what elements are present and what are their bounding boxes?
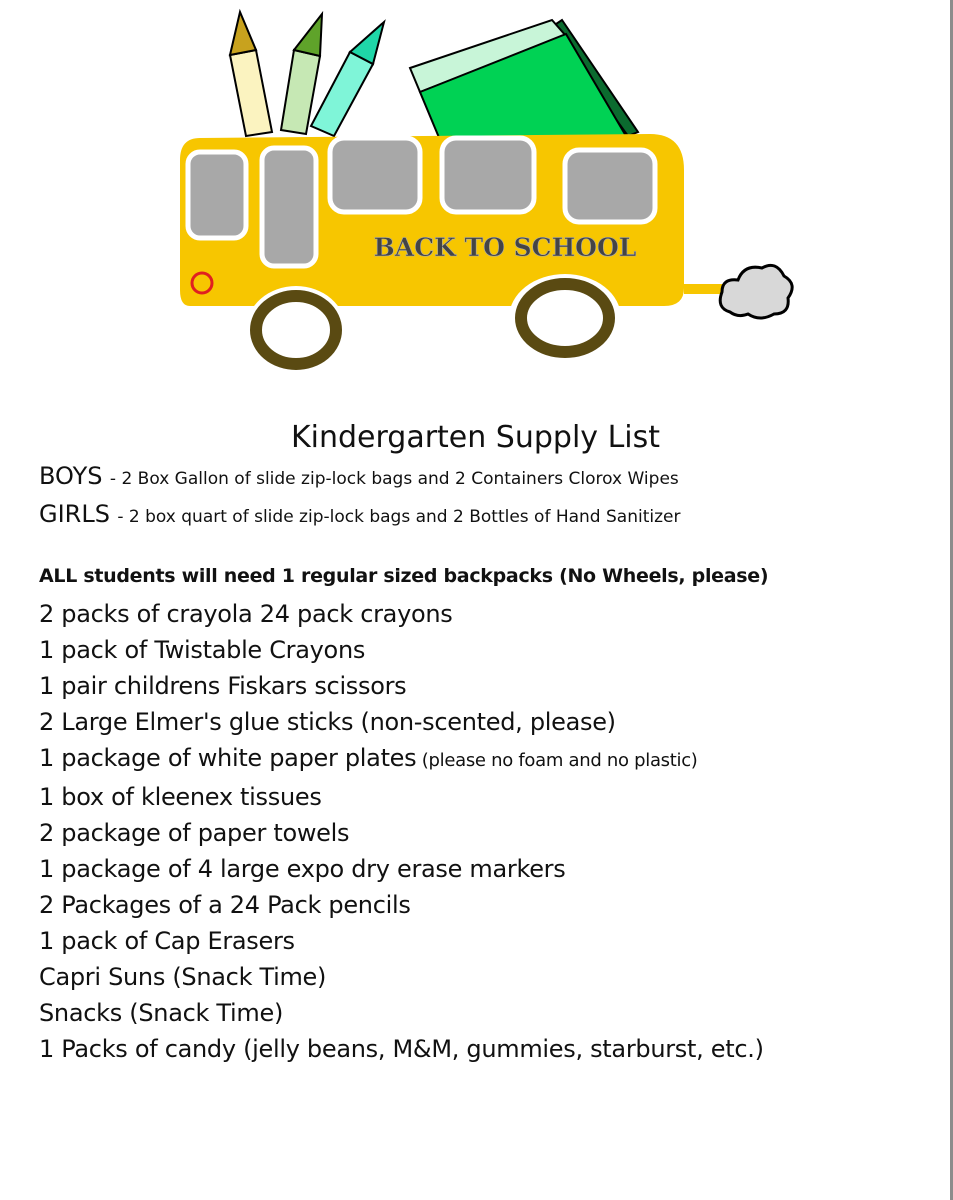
green-book-icon <box>410 20 638 140</box>
list-item: 1 pack of Twistable Crayons <box>39 636 366 664</box>
list-item: Snacks (Snack Time) <box>39 999 284 1027</box>
list-item: Capri Suns (Snack Time) <box>39 963 327 991</box>
list-item <box>39 740 764 779</box>
all-students-requirement: ALL students will need 1 regular sized backpacks (No Wheels, please) <box>39 565 769 587</box>
boys-text: - 2 Box Gallon of slide zip-lock bags and 2 Containers Clorox Wipes <box>104 469 679 489</box>
girls-text: - 2 box quart of slide zip-lock bags and 2 Bottles of Hand Sanitizer <box>111 507 681 527</box>
crayon-gold-icon <box>230 12 272 136</box>
plates-note: (please no foam and no plastic) <box>416 750 698 771</box>
smoke-cloud-icon <box>720 265 792 318</box>
exhaust-pipe <box>684 284 724 294</box>
list-item: 2 package of paper towels <box>39 819 350 847</box>
back-to-school-banner: BACK TO SCHOOL <box>373 233 637 262</box>
title-text: Kindergarten Supply List <box>290 420 661 455</box>
page-title <box>0 418 953 458</box>
list-item: 2 Large Elmer's glue sticks (non-scented, please) <box>39 708 616 736</box>
crayon-teal-icon <box>311 22 384 136</box>
headlight-icon <box>192 273 212 293</box>
list-item: 1 pair childrens Fiskars scissors <box>39 672 407 700</box>
supply-list <box>39 596 764 1067</box>
list-item: 1 pack of Cap Erasers <box>39 927 295 955</box>
list-item: 2 Packages of a 24 Pack pencils <box>39 891 411 919</box>
girls-requirement <box>39 500 680 528</box>
list-item: 1 Packs of candy (jelly beans, M&M, gummies, starburst, etc.) <box>39 1035 764 1063</box>
boys-label: BOYS <box>39 462 103 490</box>
list-item: 1 package of 4 large expo dry erase markers <box>39 855 566 883</box>
girls-label: GIRLS <box>39 500 110 528</box>
list-item: 2 packs of crayola 24 pack crayons <box>39 600 453 628</box>
plates-item-text: 1 package of white paper plates <box>39 744 417 772</box>
school-bus-illustration <box>0 0 953 400</box>
boys-requirement <box>39 462 679 490</box>
list-item: 1 box of kleenex tissues <box>39 783 322 811</box>
